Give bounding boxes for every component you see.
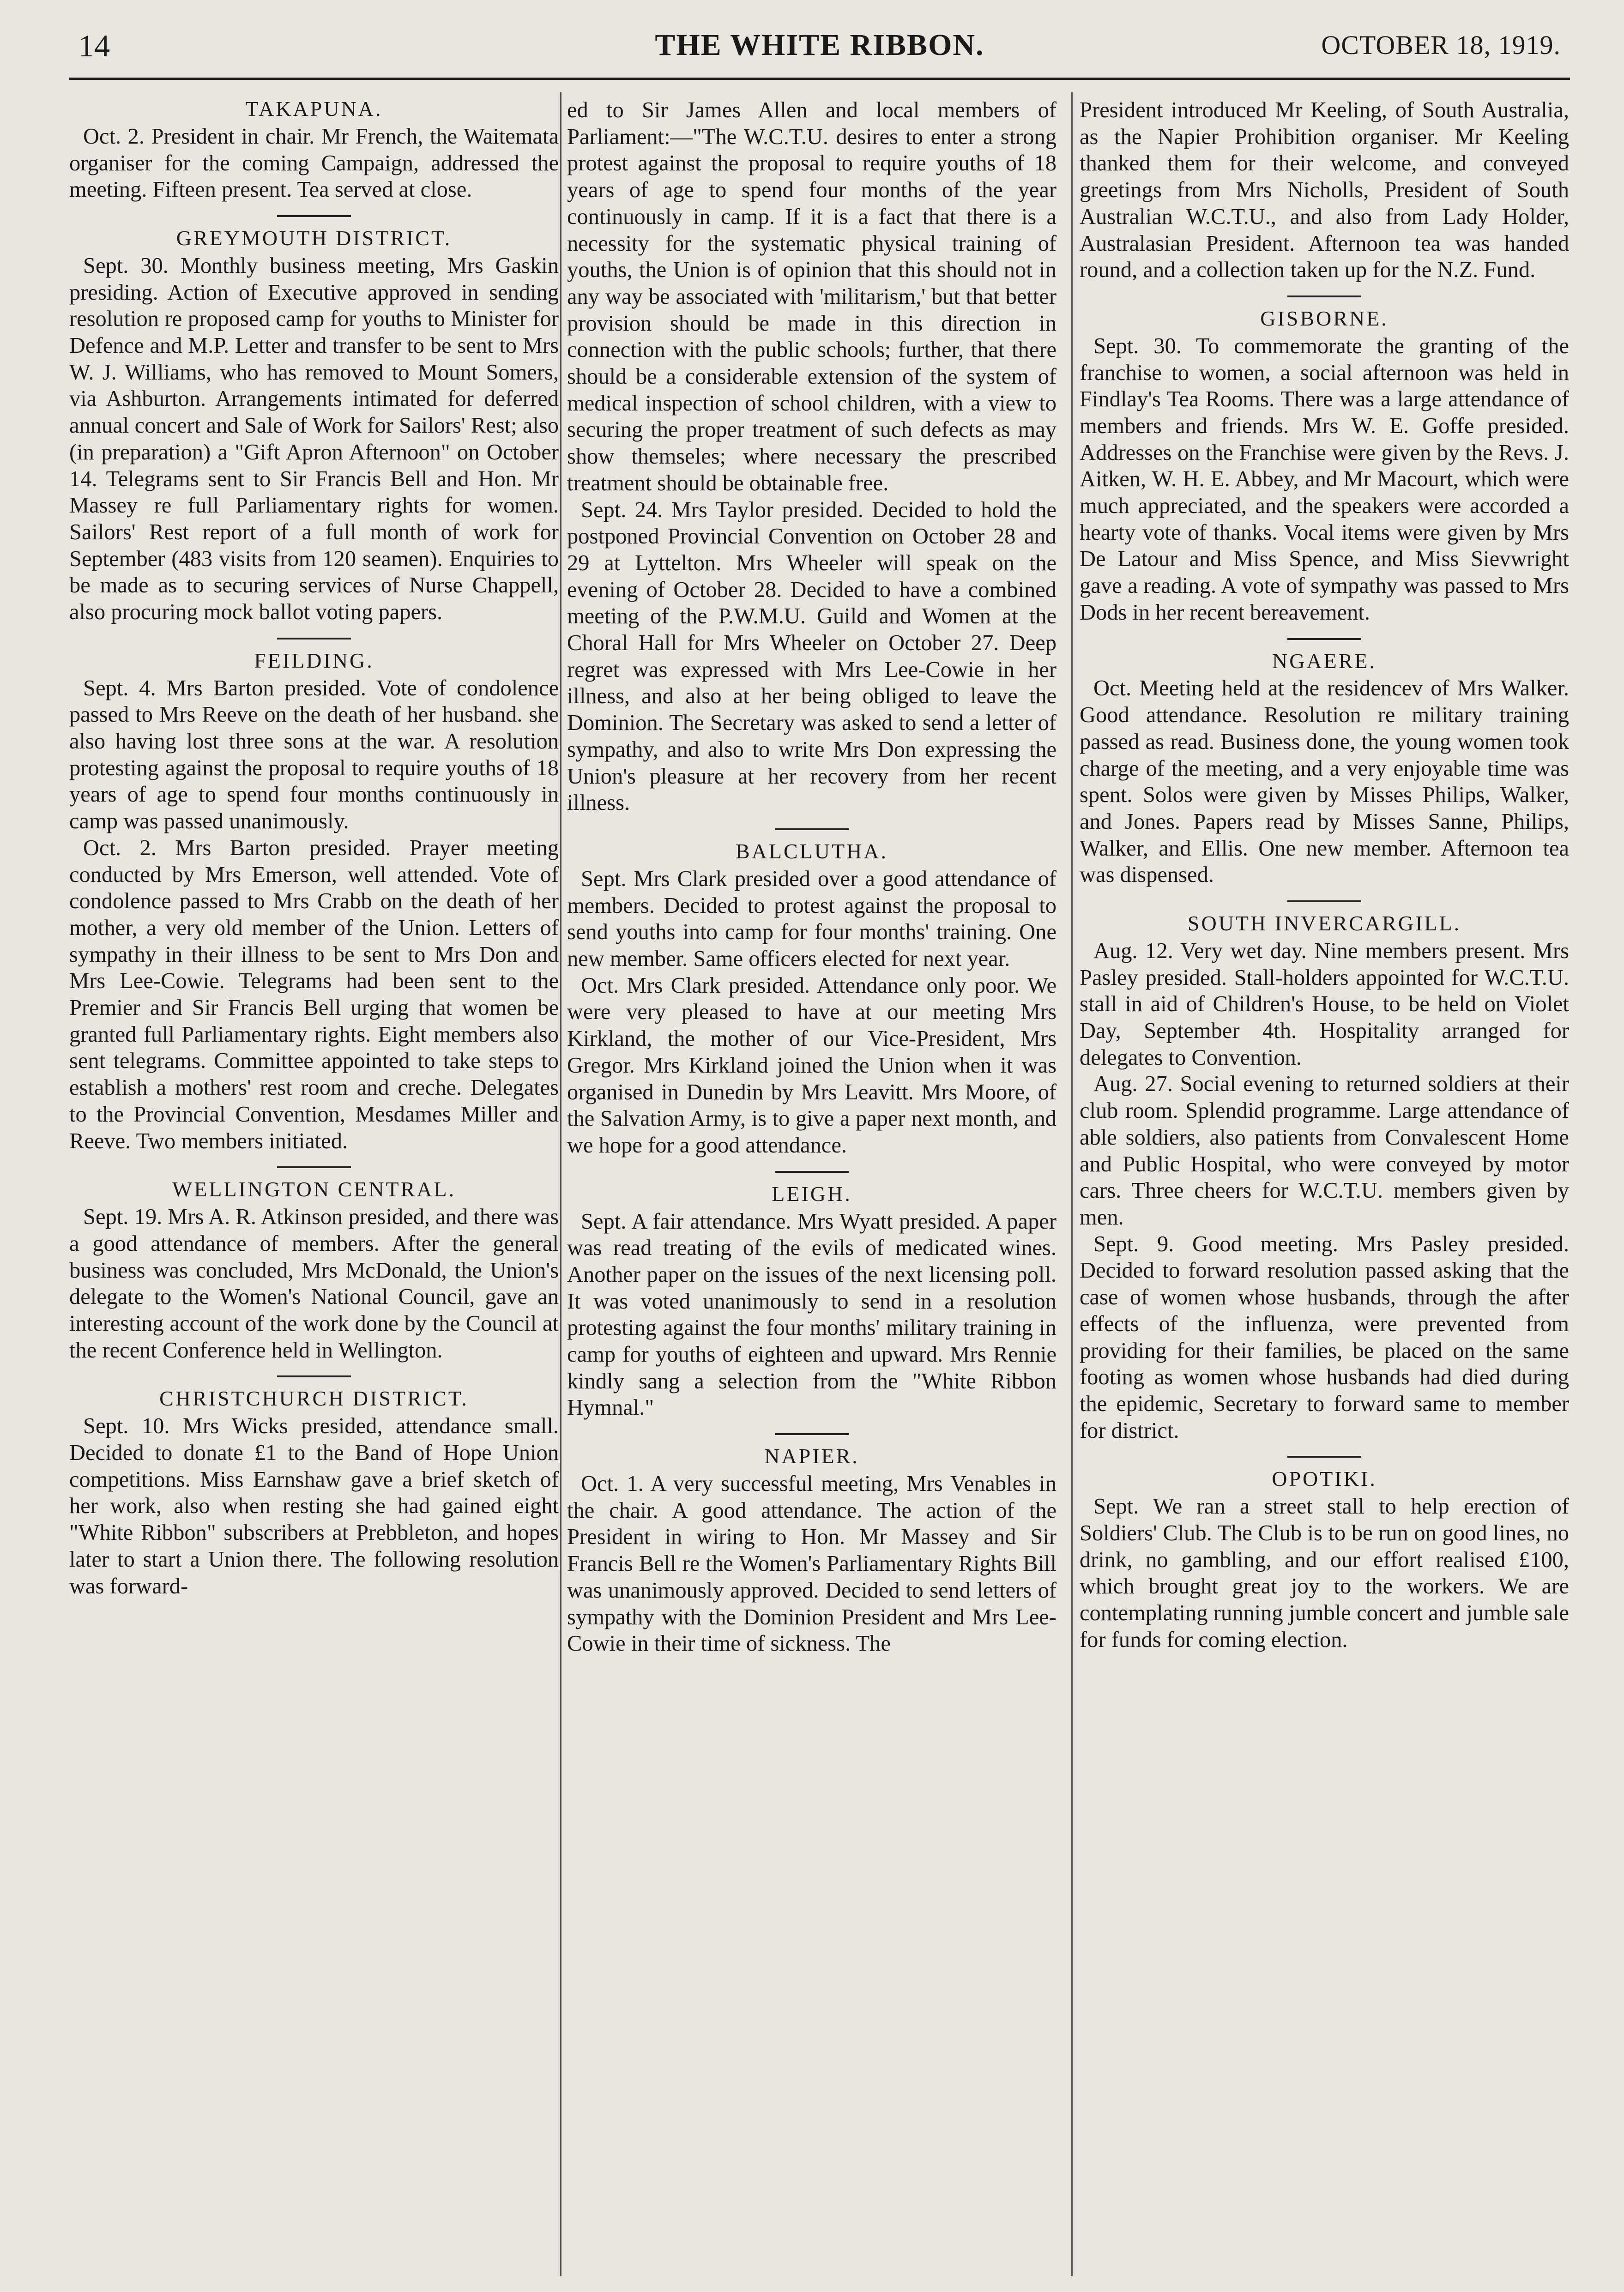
report-entry: Oct. 2. Mrs Barton presided. Prayer meeting conducted by Mrs Emerson, well attended. Vote of condolence passed to Mrs Crabb on the death of her mother, a very old member of the Union. Letters of sympathy in their illness to be sent to Mrs Don and Mrs Lee-Cowie. Telegrams had been sent to the Premier and Sir Francis Bell urging that women be granted full Parliamentary rights. Eight members also sent telegrams. Committee appointed to take steps to establish a mothers' rest room and creche. Delegates to the Provincial Convention, Mesdames Miller and Reeve. Two members initiated. — [69, 835, 559, 1153]
page-number: 14 — [78, 28, 110, 63]
column-divider — [1071, 92, 1073, 2276]
header-rule — [69, 78, 1570, 80]
section-heading: SOUTH INVERCARGILL. — [1187, 911, 1461, 935]
report-section — [69, 1387, 559, 1599]
section-separator — [1287, 638, 1361, 640]
report-entry: Aug. 27. Social evening to returned soldiers at their club room. Splendid programme. Large attendance of able soldiers, also patients from Convalescent Home and Public Hospital, who were conveyed by motor cars. Three cheers for W.C.T.U. members given by men. — [1080, 1072, 1569, 1230]
issue-date: OCTOBER 18, 1919. — [1321, 30, 1561, 60]
report-section — [567, 1182, 1057, 1422]
report-section — [567, 1444, 1057, 1657]
report-entry: Sept. 24. Mrs Taylor presided. Decided to hold the postponed Provincial Convention on October 28 and 29 at Lyttelton. Mrs Wheeler will speak on the evening of October 28. Decided to have a combined meeting of the P.W.M.U. Guild and Women at the Choral Hall for Mrs Wheeler on October 27. Deep regret was expressed with Mrs Lee-Cowie in her illness, and also at her being obliged to leave the Dominion. The Secretary was asked to send a letter of sympathy, and also to write Mrs Don expressing the Union's pleasure at her recovery from her recent illness. — [567, 497, 1057, 815]
section-separator — [277, 638, 351, 639]
report-entry: Sept. A fair attendance. Mrs Wyatt presided. A paper was read treating of the evils of medicated wines. Another paper on the issues of the next licensing poll. It was voted unanimously to send in a resolution protesting against the four months' military training in camp for youths of eighteen and upward. Mrs Rennie kindly sang a selection from the "White Ribbon Hymnal." — [567, 1209, 1057, 1420]
report-section — [69, 226, 559, 626]
section-heading: BALCLUTHA. — [735, 839, 888, 863]
section-separator — [1287, 296, 1361, 297]
report-section — [1080, 307, 1569, 626]
masthead-title: THE WHITE RIBBON. — [655, 28, 984, 62]
report-entry: President introduced Mr Keeling, of South Australia, as the Napier Prohibition organiser. Mr Keeling thanked them for their welcome, and conveyed greetings from Mrs Nicholls, President of South Australian W.C.T.U., and also from Lady Holder, Australasian President. Afternoon tea was handed round, and a collection taken up for the N.Z. Fund. — [1080, 98, 1569, 283]
column-divider — [560, 92, 561, 2276]
report-section — [69, 1177, 559, 1363]
section-separator — [775, 1433, 849, 1435]
section-heading: NGAERE. — [1272, 649, 1377, 673]
section-separator — [277, 1166, 351, 1168]
report-section — [567, 839, 1057, 1159]
report-entry: ed to Sir James Allen and local members of Parliament:—"The W.C.T.U. desires to enter a strong protest against the proposal to require youths of 18 years of age to spend four months of the year continuously in camp. If it is a fact that there is a necessity for the systematic physical training of youths, the Union is of opinion that this should not in any way be associated with 'militarism,' but that better provision should be made in this direction in connection with the public schools; further, that there should be a considerable extension of the system of medical inspection of school children, with a view to securing the proper treatment of such defects as may show themseles; where necessary the prescribed treatment should be obtainable free. — [567, 98, 1057, 495]
section-separator — [1287, 900, 1361, 902]
report-section — [69, 649, 559, 1155]
report-entry: Sept. 30. Monthly business meeting, Mrs Gaskin presiding. Action of Executive approved in sending resolution re proposed camp for youths to Minister for Defence and M.P. Letter and transfer to be sent to Mrs W. J. Williams, who has removed to Mount Somers, via Ashburton. Arrangements intimated for deferred annual concert and Sale of Work for Sailors' Rest; also (in preparation) a "Gift Apron Afternoon" on October 14. Telegrams sent to Sir Francis Bell and Hon. Mr Massey re full Parliamentary rights for women. Sailors' Rest report of a full month of work for September (483 visits from 120 seamen). Enquiries to be made as to securing services of Nurse Chappell, also procuring mock ballot voting papers. — [69, 253, 559, 625]
report-entry: Sept. 10. Mrs Wicks presided, attendance small. Decided to donate £1 to the Band of Hope Union competitions. Miss Earnshaw gave a brief sketch of her work, also when resting she had gained eight "White Ribbon" subscribers at Prebbleton, and hopes later to start a Union there. The following resolution was forward- — [69, 1414, 559, 1598]
report-entry: Sept. 19. Mrs A. R. Atkinson presided, and there was a good attendance of members. After the general business was concluded, Mrs McDonald, the Union's delegate to the Women's National Council, gave an interesting account of the work done by the Council at the recent Conference held in Wellington. — [69, 1205, 559, 1363]
report-entry: Sept. Mrs Clark presided over a good attendance of members. Decided to protest against the proposal to send youths into camp for four months' training. One new member. Same officers elected for next year. — [567, 866, 1057, 971]
section-heading: TAKAPUNA. — [245, 97, 383, 121]
report-entry: Oct. Meeting held at the residencev of Mrs Walker. Good attendance. Resolution re military training passed as read. Business done, the young women took charge of the meeting, and a very enjoyable time was spent. Solos were given by Misses Philips, Walker, and Jones. Papers read by Misses Sanne, Philips, Walker, and Ellis. One new member. Afternoon tea was dispensed. — [1080, 676, 1569, 887]
section-heading: GISBORNE. — [1260, 306, 1389, 330]
section-heading: GREYMOUTH DISTRICT. — [176, 226, 452, 250]
report-section — [1080, 649, 1569, 889]
column-2 — [567, 97, 1057, 2276]
report-entry: Sept. We ran a street stall to help erection of Soldiers' Club. The Club is to be run on good lines, no drink, no gambling, and our effort realised £100, which brought great joy to the workers. We are contemplating running jumble concert and jumble sale for funds for coming election. — [1080, 1494, 1569, 1652]
section-separator — [277, 215, 351, 217]
section-heading: NAPIER. — [764, 1444, 859, 1468]
report-entry: Sept. 9. Good meeting. Mrs Pasley presided. Decided to forward resolution passed asking that the case of women whose husbands, through the after effects of the influenza, were prevented from providing for their families, be placed on the same footing as women whose husbands had died during the epidemic, Secretary to forward same to member for district. — [1080, 1231, 1569, 1443]
section-heading: OPOTIKI. — [1272, 1467, 1377, 1491]
section-heading: CHRISTCHURCH DISTRICT. — [159, 1387, 469, 1411]
report-entry: Oct. 2. President in chair. Mr French, the Waitemata organiser for the coming Campaign, addressed the meeting. Fifteen present. Tea served at close. — [69, 124, 559, 202]
report-entry: Aug. 12. Very wet day. Nine members present. Mrs Pasley presided. Stall-holders appointed for W.C.T.U. stall in aid of Children's House, to be held on Violet Day, September 4th. Hospitality arranged for delegates to Convention. — [1080, 938, 1569, 1070]
section-heading: FEILDING. — [254, 648, 374, 672]
column-3 — [1080, 97, 1569, 2276]
report-entry: Oct. 1. A very successful meeting, Mrs Venables in the chair. A good attendance. The action of the President in wiring to Hon. Mr Massey and Sir Francis Bell re the Women's Parliamentary Rights Bill was unanimously approved. Decided to send letters of sympathy with the Dominion President and Mrs Lee-Cowie in their time of sickness. The — [567, 1472, 1057, 1656]
section-heading: WELLINGTON CENTRAL. — [172, 1177, 456, 1201]
report-section — [1080, 97, 1569, 283]
section-separator — [775, 1171, 849, 1173]
section-separator — [775, 828, 849, 830]
report-section — [567, 97, 1057, 816]
report-section — [69, 97, 559, 203]
report-entry: Oct. Mrs Clark presided. Attendance only poor. We were very pleased to have at our meeting Mrs Kirkland, the mother of our Vice-President, Mrs Gregor. Mrs Kirkland joined the Union when it was organised in Dunedin by Mrs Leavitt. Mrs Moore, of the Salvation Army, is to give a paper next month, and we hope for a good attendance. — [567, 973, 1057, 1158]
section-heading: LEIGH. — [772, 1182, 852, 1206]
report-section — [1080, 1467, 1569, 1653]
section-separator — [1287, 1456, 1361, 1458]
page-header — [78, 28, 1561, 74]
section-separator — [277, 1375, 351, 1377]
report-entry: Sept. 30. To commemorate the granting of the franchise to women, a social afternoon was held in Findlay's Tea Rooms. There was a large attendance of members and friends. Mrs W. E. Goffe presided. Addresses on the Franchise were given by the Revs. J. Aitken, W. H. E. Abbey, and Mr Macourt, which were much appreciated, and the speakers were accorded a hearty vote of thanks. Vocal items were given by Mrs De Latour and Miss Spence, and Miss Sievwright gave a reading. A vote of sympathy was passed to Mrs Dods in her recent bereavement. — [1080, 333, 1569, 625]
report-section — [1080, 911, 1569, 1444]
column-1 — [69, 97, 559, 2276]
report-entry: Sept. 4. Mrs Barton presided. Vote of condolence passed to Mrs Reeve on the death of her husband. she also having lost three sons at the war. A resolution protesting against the proposal to require youths of 18 years of age to spend four months continuously in camp was passed unanimously. — [69, 676, 559, 834]
